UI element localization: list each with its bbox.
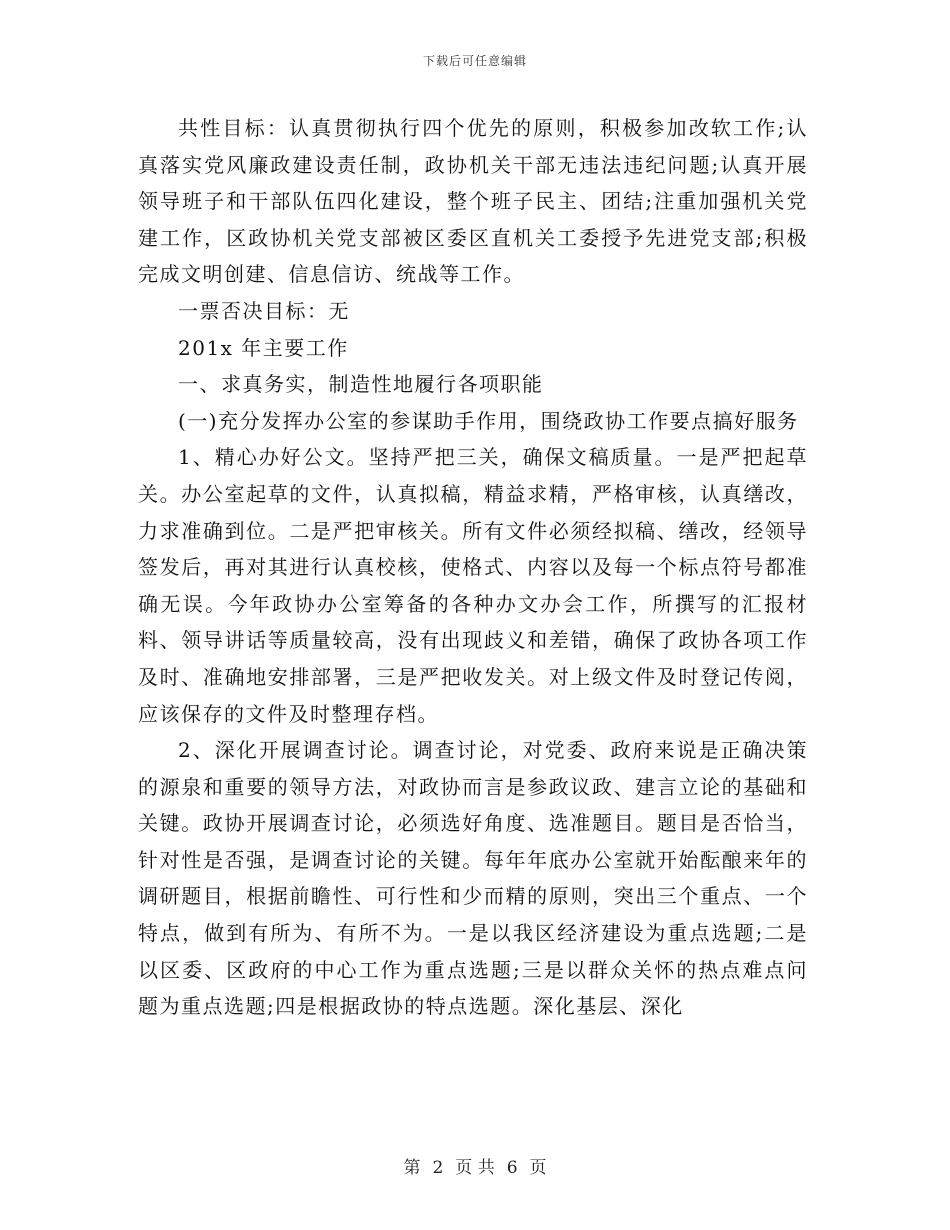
footer-current-page: 2: [432, 1158, 444, 1178]
paragraph-item-1-documents: 1、精心办好公文。坚持严把三关，确保文稿质量。一是严把起草关。办公室起草的文件，认真拟稿，精益求精，严格审核，认真缮改，力求准确到位。二是严把审核关。所有文件必须经拟稿、缮改，经领导签发后，再对其进行认真校核，使格式、内容以及每一个标点符号都准确无误。今年政协办公室筹备的各种办文办会工作，所撰写的汇报材料、领导讲话等质量较高，没有出现歧义和差错，确保了政协各项工作及时、准确地安排部署，三是严把收发关。对上级文件及时登记传阅，应该保存的文件及时整理存档。: [138, 445, 808, 726]
page-footer: [0, 1153, 950, 1178]
paragraph-item-2-research: 2、深化开展调查讨论。调查讨论，对党委、政府来说是正确决策的源泉和重要的领导方法，对政协而言是参政议政、建言立论的基础和关键。政协开展调查讨论，必须选好角度、选准题目。题目是否恰当，针对性是否强，是调查讨论的关键。每年年底办公室就开始酝酿来年的调研题目，根据前瞻性、可行性和少而精的原则，突出三个重点、一个特点，做到有所为、有所不为。一是以我区经济建设为重点选题;二是以区委、区政府的中心工作为重点选题;三是以群众关怀的热点难点问题为重点选题;四是根据政协的特点选题。深化基层、深化: [138, 738, 808, 1019]
paragraph-subsection-one-heading: (一)充分发挥办公室的参谋助手作用，围绕政协工作要点搞好服务: [178, 408, 799, 433]
paragraph-main-work-heading: 201x 年主要工作: [178, 335, 349, 360]
footer-suffix: 页: [529, 1158, 547, 1178]
paragraph-common-goals: 共性目标：认真贯彻执行四个优先的原则，积极参加改软工作;认真落实党风廉政建设责任制，政协机关干部无违法违纪问题;认真开展领导班子和干部队伍四化建设，整个班子民主、团结;注重加强机关党建工作，区政协机关党支部被区委区直机关工委授予先进党支部;积极完成文明创建、信息信访、统战等工作。: [138, 116, 808, 287]
footer-middle: 页 共: [455, 1158, 495, 1178]
paragraph-section-one-heading: 一、求真务实，制造性地履行各项职能: [178, 372, 544, 397]
footer-total-pages: 6: [506, 1158, 518, 1178]
document-body: [138, 110, 808, 1025]
footer-prefix: 第: [403, 1158, 421, 1178]
paragraph-veto-goals: 一票否决目标：无: [178, 298, 350, 323]
page-header: 下载后可任意编辑: [422, 54, 527, 68]
